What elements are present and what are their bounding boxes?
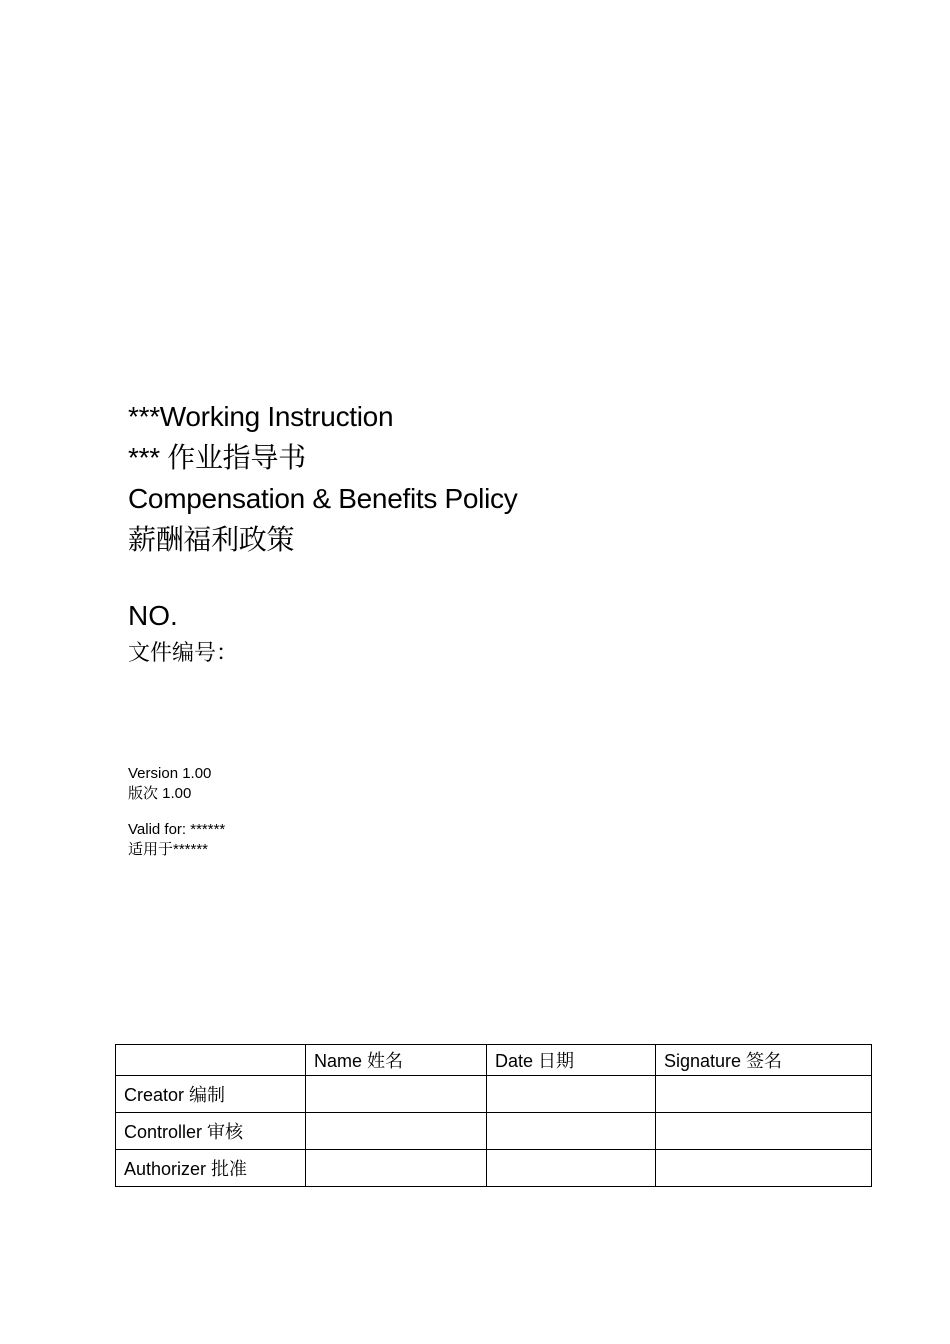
date-cell[interactable]: [487, 1150, 656, 1187]
signature-cell[interactable]: [656, 1076, 872, 1113]
header-cell-empty: [116, 1045, 306, 1076]
valid-for-cn: 适用于******: [128, 841, 209, 858]
title-policy-en: Compensation & Benefits Policy: [128, 483, 518, 514]
meta-spacer: [128, 804, 225, 820]
name-cell[interactable]: [306, 1150, 487, 1187]
role-cell-authorizer: Authorizer 批准: [116, 1150, 306, 1187]
table-header-row: [116, 1045, 872, 1076]
document-title-block: [128, 396, 828, 560]
name-cell[interactable]: [306, 1113, 487, 1150]
valid-for-en: Valid for: ******: [128, 821, 226, 838]
title-working-instruction-en: ***Working Instruction: [128, 401, 394, 432]
version-en: Version 1.00: [128, 765, 212, 782]
role-cell-creator: Creator 编制: [116, 1076, 306, 1113]
table-row: [116, 1076, 872, 1113]
document-meta-block: [128, 764, 225, 860]
header-cell-date: Date 日期: [487, 1045, 656, 1076]
header-cell-signature: Signature 签名: [656, 1045, 872, 1076]
table-row: [116, 1113, 872, 1150]
signature-cell[interactable]: [656, 1113, 872, 1150]
role-cell-controller: Controller 审核: [116, 1113, 306, 1150]
table-row: [116, 1150, 872, 1187]
date-cell[interactable]: [487, 1076, 656, 1113]
version-cn: 版次 1.00: [128, 785, 192, 802]
title-working-instruction-cn: *** 作业指导书: [128, 442, 306, 473]
title-policy-cn: 薪酬福利政策: [128, 524, 295, 555]
name-cell[interactable]: [306, 1076, 487, 1113]
date-cell[interactable]: [487, 1113, 656, 1150]
approval-table: [115, 1044, 872, 1187]
document-number-block: [128, 596, 238, 670]
header-cell-name: Name 姓名: [306, 1045, 487, 1076]
document-number-label-en: NO.: [128, 600, 178, 631]
signature-cell[interactable]: [656, 1150, 872, 1187]
document-number-label-cn: 文件编号：: [128, 640, 239, 665]
